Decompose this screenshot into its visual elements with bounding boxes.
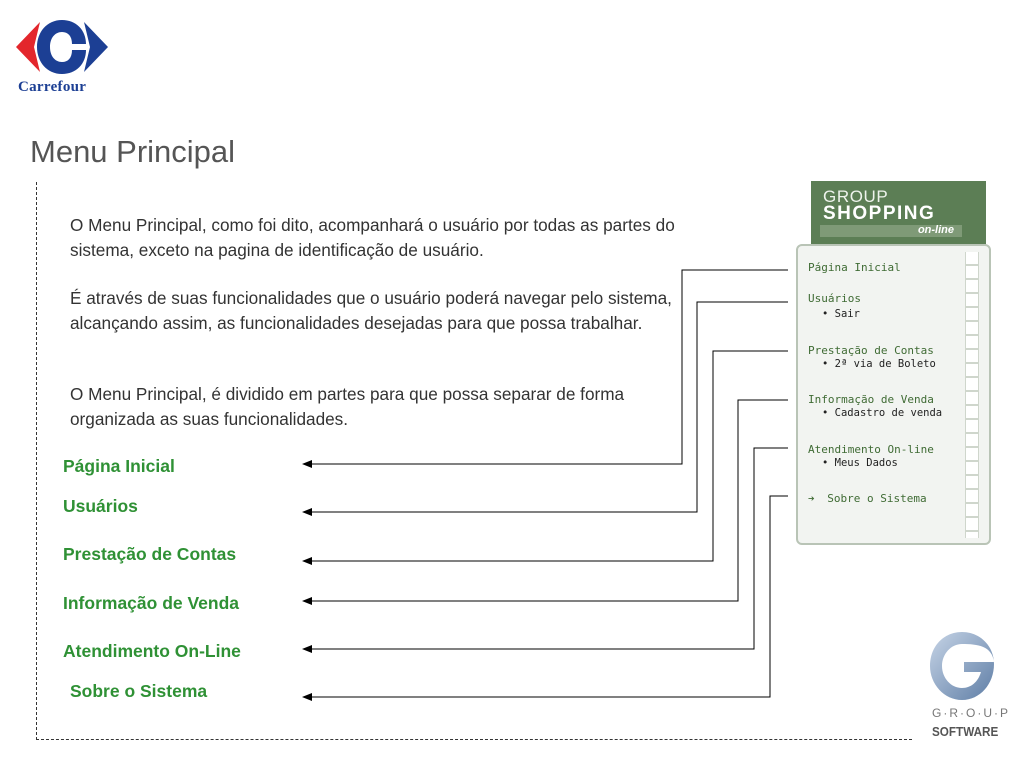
- group-software-word-group: G·R·O·U·P: [932, 706, 1010, 720]
- paragraph-navigation: É através de suas funcionalidades que o usuário poderá navegar pelo sistema, alcançando assim, as funcionalidades desejadas para que possa trabalhar.: [70, 288, 672, 333]
- menu-item-atendimento-on-line[interactable]: Atendimento On-line: [808, 443, 934, 456]
- menu-item-sobre-o-sistema-label: Sobre o Sistema: [827, 492, 927, 505]
- connector-informacao: [310, 400, 788, 601]
- arrow-right-icon: ➔: [808, 492, 815, 505]
- group-shopping-online-bar: [820, 225, 962, 237]
- menu-subitem-cadastro-de-venda-label: Cadastro de venda: [834, 407, 943, 419]
- connector-sobre: [310, 496, 788, 697]
- label-informacao-de-venda: Informação de Venda: [63, 593, 240, 613]
- menu-subitem-meus-dados-label: Meus Dados: [834, 457, 898, 469]
- arrowhead-sobre: [302, 693, 312, 701]
- menu-subitem-sair-label: Sair: [834, 308, 860, 320]
- connector-usuarios: [310, 302, 788, 512]
- menu-subitem-2-via-boleto-label: 2ª via de Boleto: [834, 358, 936, 370]
- connector-prestacao: [310, 351, 788, 561]
- menu-subitem-meus-dados[interactable]: • Meus Dados: [822, 457, 898, 469]
- menu-item-informacao-de-venda[interactable]: Informação de Venda: [808, 393, 934, 406]
- menu-item-prestacao-de-contas[interactable]: Prestação de Contas: [808, 344, 934, 357]
- group-shopping-online-text: on-line: [917, 224, 954, 236]
- menu-scroll-strip: [965, 252, 979, 538]
- group-software-word-software: SOFTWARE: [932, 724, 999, 739]
- page-title: Menu Principal: [30, 134, 236, 169]
- menu-item-sobre-o-sistema[interactable]: [808, 492, 927, 505]
- paragraph-organization: O Menu Principal, é dividido em partes para que possa separar de forma organizada as suas funcionalidades.: [70, 384, 625, 429]
- label-usuarios: Usuários: [63, 496, 138, 516]
- group-shopping-line2: SHOPPING: [823, 203, 936, 224]
- menu-subitem-2-via-boleto[interactable]: • 2ª via de Boleto: [822, 358, 936, 370]
- arrowhead-atendimento: [302, 645, 312, 653]
- connector-atendimento: [310, 448, 788, 649]
- group-shopping-header: [811, 181, 986, 245]
- group-software-logo: [926, 628, 1010, 746]
- menu-subitem-cadastro-de-venda[interactable]: • Cadastro de venda: [822, 407, 943, 419]
- connector-pagina-inicial: [310, 270, 788, 464]
- carrefour-wordmark: Carrefour: [18, 79, 87, 95]
- arrowhead-usuarios: [302, 508, 312, 516]
- arrowhead-prestacao: [302, 557, 312, 565]
- menu-item-usuarios[interactable]: Usuários: [808, 292, 861, 305]
- menu-subitem-sair[interactable]: • Sair: [822, 308, 860, 320]
- group-g-icon: [926, 628, 998, 704]
- arrowhead-pagina-inicial: [302, 460, 312, 468]
- label-pagina-inicial: Página Inicial: [63, 456, 175, 476]
- label-sobre-o-sistema: Sobre o Sistema: [70, 681, 208, 701]
- label-atendimento-on-line: Atendimento On-Line: [63, 641, 241, 661]
- menu-item-pagina-inicial[interactable]: Página Inicial: [808, 261, 901, 274]
- arrowhead-informacao: [302, 597, 312, 605]
- label-prestacao-de-contas: Prestação de Contas: [63, 544, 237, 564]
- paragraph-intro: O Menu Principal, como foi dito, acompanhará o usuário por todas as partes do sistema, exceto na pagina de identificação de usuário.: [70, 215, 675, 260]
- group-shopping-line1: GROUP: [823, 187, 889, 206]
